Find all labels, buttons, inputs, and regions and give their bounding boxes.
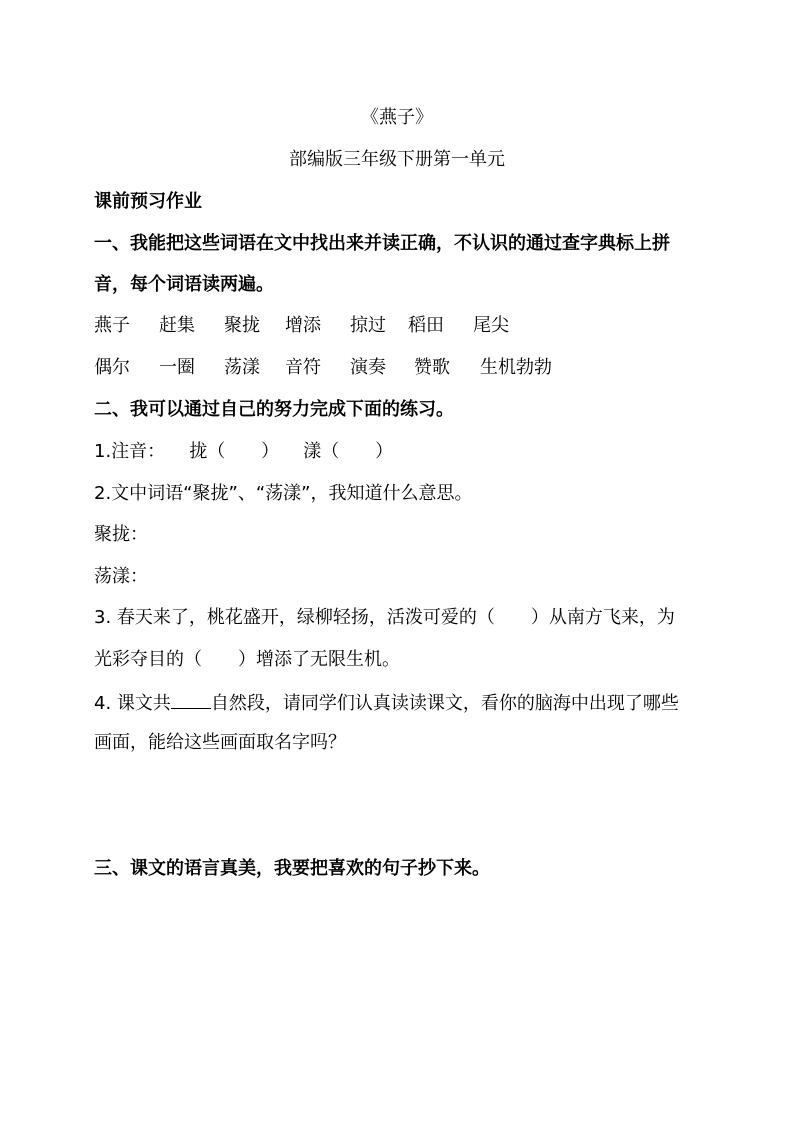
word-list-row-1 (0, 314, 794, 338)
answer-paren-2[interactable]: （ ） (321, 441, 394, 462)
word-item: 音符 (285, 357, 321, 378)
answer-paren-4[interactable]: （ ） (184, 649, 256, 670)
question-4-line1 (94, 690, 679, 716)
word-item: 燕子 (94, 315, 130, 336)
pinyin-char-1: 拢 (189, 441, 208, 462)
answer-paren-3[interactable]: （ ） (476, 607, 549, 628)
question-3-line1 (94, 606, 675, 630)
question-3-text-c: 光彩夺目的 (94, 649, 184, 670)
word-item: 尾尖 (473, 315, 509, 336)
word-item: 荡漾 (224, 357, 260, 378)
question-4-line2: 画面，能给这些画面取名字吗？ (94, 732, 346, 753)
question-3-text-d: 增添了无限生机。 (256, 649, 400, 670)
question-4-text-b: 自然段，请同学们认真读读课文，看你的脑海中出现了哪些 (210, 693, 679, 714)
section2-heading: 二、我可以通过自己的努力完成下面的练习。 (94, 399, 454, 420)
question-3-text-a: 3. 春天来了，桃花盛开，绿柳轻扬，活泼可爱的 (94, 607, 477, 628)
section1-heading-line1: 一、我能把这些词语在文中找出来并读正确，不认识的通过查字典标上拼 (94, 233, 670, 254)
word-item: 赞歌 (414, 357, 450, 378)
word-item: 生机勃勃 (480, 357, 552, 378)
answer-label-dangyang: 荡漾： (94, 566, 148, 587)
question-2: 2.文中词语“聚拢”、“荡漾”，我知道什么意思。 (94, 483, 473, 504)
document-title: 《燕子》 (361, 107, 433, 128)
word-item: 偶尔 (94, 357, 130, 378)
word-item: 演奏 (350, 357, 386, 378)
fill-blank[interactable] (171, 690, 211, 709)
word-item: 掠过 (350, 315, 386, 336)
section1-heading-line2: 音，每个词语读两遍。 (94, 274, 274, 295)
question-1 (94, 440, 393, 464)
section3-heading: 三、课文的语言真美，我要把喜欢的句子抄下来。 (94, 858, 490, 879)
word-item: 增添 (285, 315, 321, 336)
question-4-text-a: 4. 课文共 (94, 693, 171, 714)
answer-label-julong: 聚拢： (94, 524, 148, 545)
word-item: 稻田 (408, 315, 444, 336)
word-list-row-2 (0, 356, 794, 380)
question-3-text-b: 从南方飞来，为 (548, 607, 675, 628)
word-item: 一圈 (159, 357, 195, 378)
question-1-prefix: 1.注音： (94, 441, 166, 462)
word-item: 赶集 (159, 315, 195, 336)
pinyin-char-2: 漾 (303, 441, 322, 462)
document-subtitle: 部编版三年级下册第一单元 (289, 149, 505, 170)
question-3-line2 (94, 648, 400, 672)
word-item: 聚拢 (224, 315, 260, 336)
answer-paren-1[interactable]: （ ） (207, 441, 280, 462)
prework-heading: 课前预习作业 (94, 191, 202, 212)
